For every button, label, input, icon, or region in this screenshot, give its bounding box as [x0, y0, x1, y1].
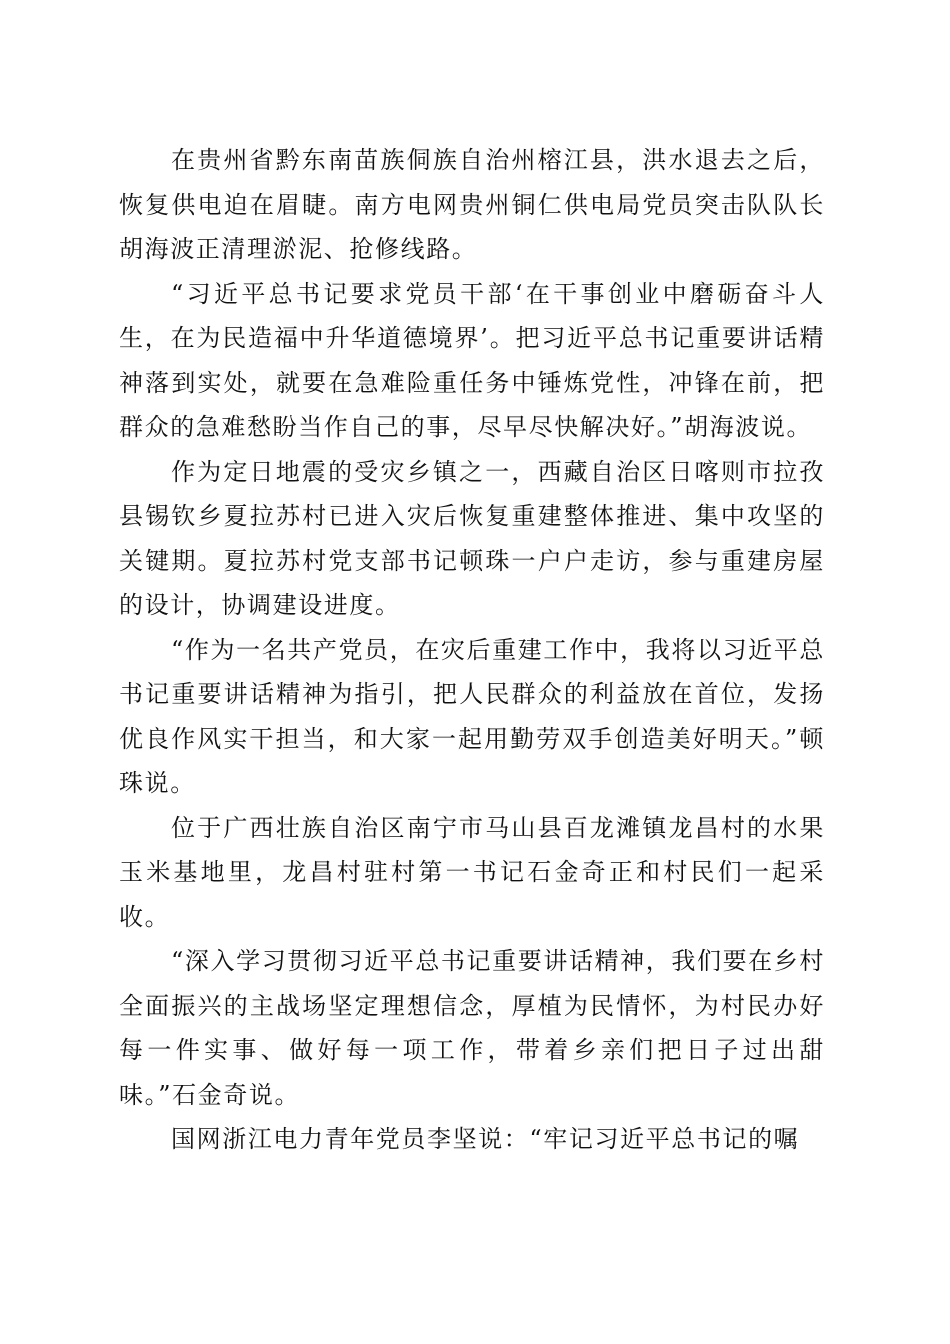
paragraph: 位于广西壮族自治区南宁市马山县百龙滩镇龙昌村的水果玉米基地里，龙昌村驻村第一书记石金奇正和村民们一起采收。 [119, 813, 825, 931]
paragraph: “习近平总书记要求党员干部‘在干事创业中磨砺奋斗人生，在为民造福中升华道德境界’。把习近平总书记重要讲话精神落到实处，就要在急难险重任务中锤炼党性，冲锋在前，把群众的急难愁盼当作自己的事，尽早尽快解决好。”胡海波说。 [119, 279, 825, 441]
paragraph: “深入学习贯彻习近平总书记重要讲话精神，我们要在乡村全面振兴的主战场坚定理想信念，厚植为民情怀，为村民办好每一件实事、做好每一项工作，带着乡亲们把日子过出甜味。”石金奇说。 [119, 947, 825, 1109]
paragraph: 国网浙江电力青年党员李坚说：“牢记习近平总书记的嘱 [171, 1125, 800, 1153]
article-body [119, 138, 825, 1162]
paragraph: 作为定日地震的受灾乡镇之一，西藏自治区日喀则市拉孜县锡钦乡夏拉苏村已进入灾后恢复重建整体推进、集中攻坚的关键期。夏拉苏村党支部书记顿珠一户户走访，参与重建房屋的设计，协调建设进度。 [119, 457, 825, 619]
paragraph: “作为一名共产党员，在灾后重建工作中，我将以习近平总书记重要讲话精神为指引，把人民群众的利益放在首位，发扬优良作风实干担当，和大家一起用勤劳双手创造美好明天。”顿珠说。 [119, 635, 825, 797]
paragraph: 在贵州省黔东南苗族侗族自治州榕江县，洪水退去之后，恢复供电迫在眉睫。南方电网贵州铜仁供电局党员突击队队长胡海波正清理淤泥、抢修线路。 [119, 146, 825, 263]
